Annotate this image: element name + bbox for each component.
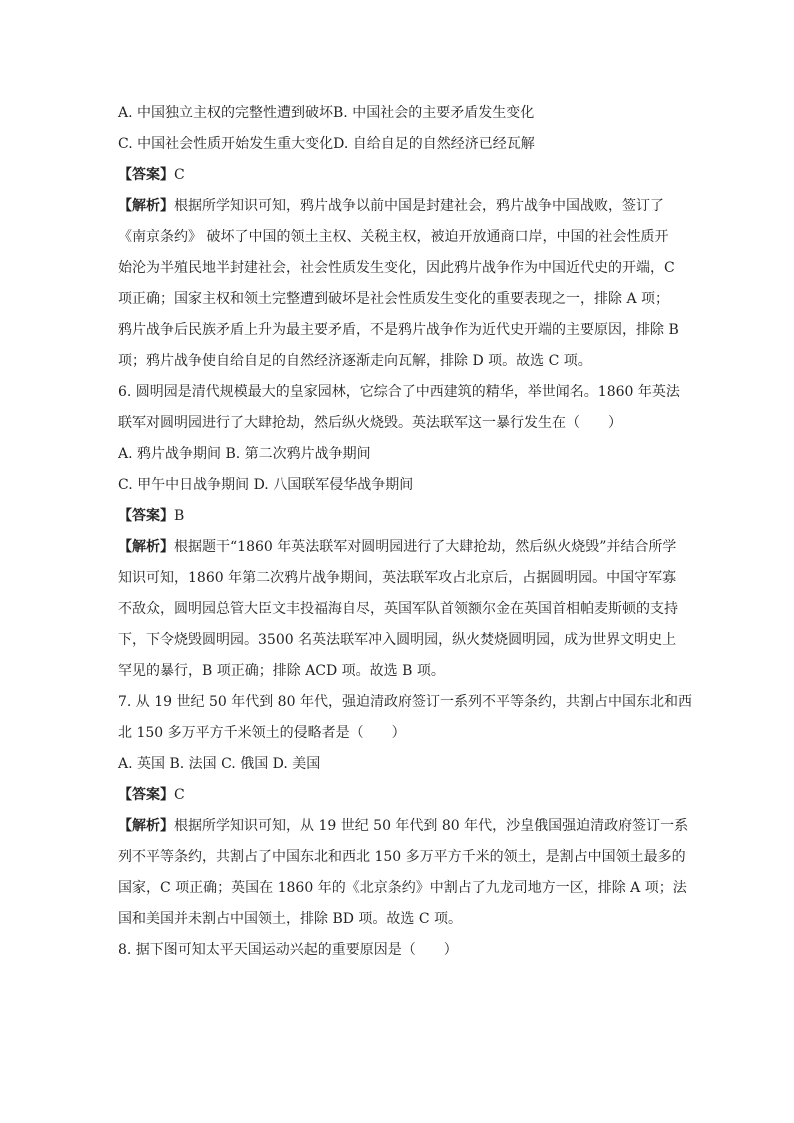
answer-value: B — [174, 508, 185, 524]
analysis-label: 【解析】 — [118, 198, 174, 214]
text-span: 6. 圆明园是清代规模最大的皇家园林，它综合了中西建筑的精华，举世闻名。1860 年英法 — [118, 384, 680, 400]
document-page — [118, 98, 692, 966]
q7-answer — [118, 780, 678, 811]
text-span: 根据题干“1860 年英法联军对圆明园进行了大肆抢劫，然后纵火烧毁”并结合所学 — [174, 539, 677, 555]
text-line: C. 中国社会性质开始发生重大变化D. 自给自足的自然经济已经瓦解 — [118, 136, 535, 152]
text-span: 不敌众，圆明园总管大臣文丰投福海自尽，英国军队首领额尔金在英国首相帕麦斯顿的支持 — [118, 601, 678, 617]
text-line — [118, 873, 687, 904]
text-span: 联军对圆明园进行了大肆抢劫，然后纵火烧毁。英法联军这一暴行发生在（ ） — [118, 415, 622, 431]
text-span: A. 英国 B. 法国 C. 俄国 D. 美国 — [118, 756, 321, 772]
text-line — [118, 284, 678, 315]
text-span: 项正确；国家主权和领土完整遭到破坏是社会性质发生变化的重要表现之一，排除 A 项； — [118, 291, 670, 307]
text-span: 鸦片战争后民族矛盾上升为最主要矛盾，不是鸦片战争作为近代史开端的主要原因，排除 B — [118, 322, 679, 338]
q7-analysis — [118, 811, 689, 842]
text-line: 根据所学知识可知，鸦片战争以前中国是封建社会，鸦片战争中国战败，签订了 — [174, 198, 664, 214]
text-span: 8. 据下图可知太平天国运动兴起的重要原因是（ ） — [118, 942, 458, 958]
text-line — [118, 656, 678, 687]
text-span: 北 150 多万平方千米领土的侵略者是（ ） — [118, 725, 406, 741]
text-span: 国家，C 项正确；英国在 1860 年的《北京条约》中割占了九龙司地方一区，排除 A 项；法 — [118, 880, 687, 896]
text-span: 始沦为半殖民地半封建社会，社会性质发生变化，因此鸦片战争作为中国近代史的开端，C — [118, 260, 675, 276]
analysis-label: 【解析】 — [118, 539, 174, 555]
text-line — [118, 315, 678, 346]
text-span: C. 甲午中日战争期间 D. 八国联军侵华战争期间 — [118, 477, 414, 493]
text-span: 7. 从 19 世纪 50 年代到 80 年代，强迫清政府签订一系列不平等条约，共割占中国东北和西 — [118, 694, 692, 710]
q7-options — [118, 749, 678, 780]
answer-label: 【答案】 — [118, 167, 174, 183]
text-line: A. 中国独立主权的完整性遭到破坏B. 中国社会的主要矛盾发生变化 — [118, 105, 535, 121]
text-span: 列不平等条约，共割占了中国东北和西北 150 多万平方千米的领土，是割占中国领土最多的 — [118, 849, 686, 865]
q6-options-ab — [118, 439, 678, 470]
q5-options-cd — [118, 129, 678, 160]
text-span: 下，下令烧毁圆明园。3500 名英法联军冲入圆明园，纵火焚烧圆明园，成为世界文明史上 — [118, 632, 677, 648]
text-line — [118, 346, 678, 377]
analysis-label: 【解析】 — [118, 818, 174, 834]
answer-label: 【答案】 — [118, 508, 174, 524]
text-line — [118, 253, 678, 284]
answer-label: 【答案】 — [118, 787, 174, 803]
text-span: 根据所学知识可知，从 19 世纪 50 年代到 80 年代，沙皇俄国强迫清政府签订一系 — [174, 818, 689, 834]
text-line — [118, 594, 678, 625]
q5-options-ab — [118, 98, 678, 129]
q6-answer — [118, 501, 678, 532]
text-line — [118, 222, 678, 253]
text-line — [118, 904, 678, 935]
q6-stem-cont — [118, 408, 678, 439]
text-line — [118, 842, 686, 873]
answer-value: C — [174, 787, 185, 803]
text-span: 罕见的暴行，B 项正确；排除 ACD 项。故选 B 项。 — [118, 663, 445, 679]
q8-stem — [118, 935, 678, 966]
q5-analysis — [118, 191, 678, 222]
answer-value: C — [174, 167, 185, 183]
q5-answer — [118, 160, 678, 191]
text-span: 国和美国并未割占中国领土，排除 BD 项。故选 C 项。 — [118, 911, 463, 927]
q6-options-cd — [118, 470, 678, 501]
text-line — [118, 563, 678, 594]
text-span: 知识可知，1860 年第二次鸦片战争期间，英法联军攻占北京后，占据圆明园。中国守军寡 — [118, 570, 677, 586]
text-span: A. 鸦片战争期间 B. 第二次鸦片战争期间 — [118, 446, 371, 462]
q6-analysis — [118, 532, 678, 563]
text-span: 项；鸦片战争使自给自足的自然经济逐渐走向瓦解，排除 D 项。故选 C 项。 — [118, 353, 592, 369]
q7-stem — [118, 687, 692, 718]
text-span: 《南京条约》 破坏了中国的领土主权、关税主权，被迫开放通商口岸，中国的社会性质开 — [118, 229, 669, 245]
q7-stem-cont — [118, 718, 678, 749]
text-line — [118, 625, 678, 656]
q6-stem — [118, 377, 678, 408]
